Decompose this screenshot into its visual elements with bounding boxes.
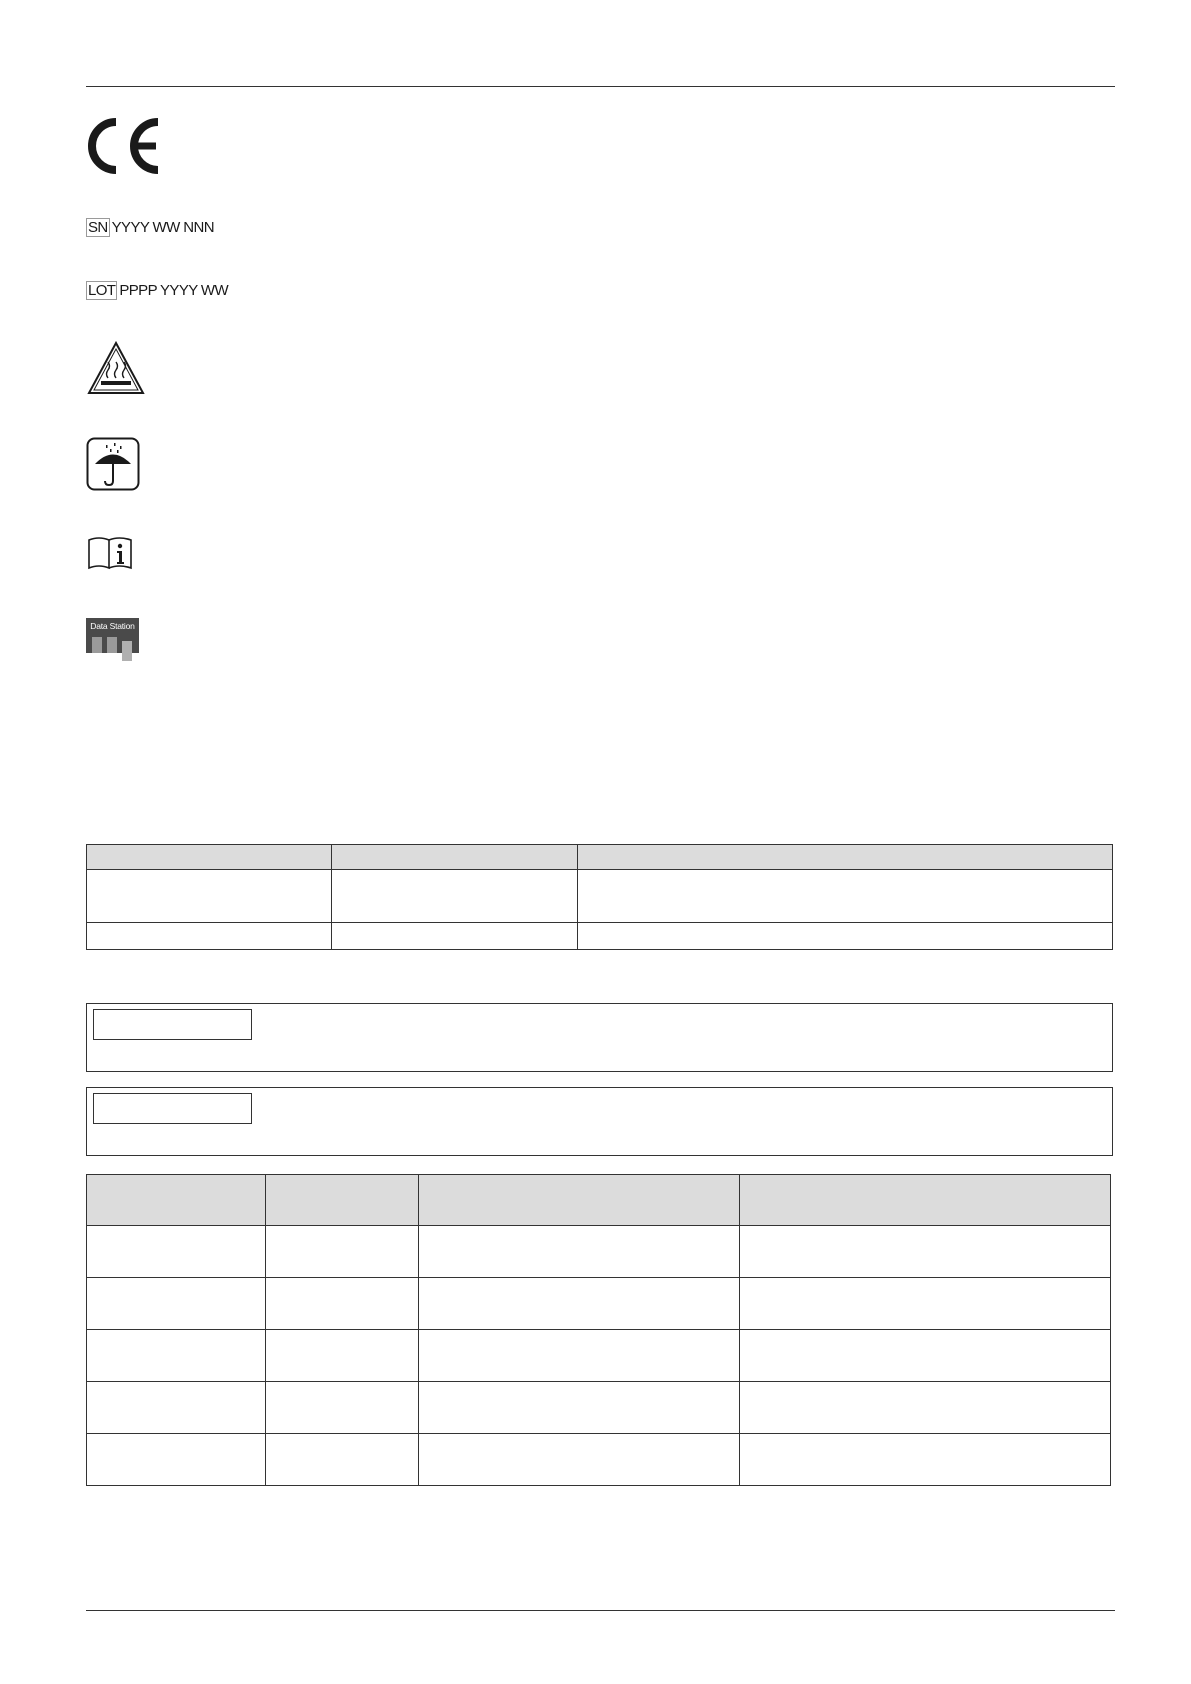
table-cell <box>332 870 578 923</box>
table-header-row <box>87 1175 1111 1226</box>
table-header-cell <box>419 1175 740 1226</box>
table-1 <box>86 844 1113 950</box>
table-row <box>87 1434 1111 1486</box>
table-cell <box>87 1434 266 1486</box>
table-header-cell <box>87 1175 266 1226</box>
table-row <box>87 1382 1111 1434</box>
lot-symbol: LOT <box>88 282 116 299</box>
table-cell <box>87 923 332 950</box>
consult-instructions-icon <box>86 535 134 571</box>
notice-box-2 <box>86 1087 1113 1156</box>
table-cell <box>419 1330 740 1382</box>
table-header-cell <box>578 845 1113 870</box>
table-cell <box>266 1226 419 1278</box>
table-header-cell <box>740 1175 1111 1226</box>
table-cell <box>87 1278 266 1330</box>
table-cell <box>740 1382 1111 1434</box>
table-cell <box>266 1330 419 1382</box>
table-cell <box>578 923 1113 950</box>
table-cell <box>419 1226 740 1278</box>
data-station-label: Data Station <box>86 618 139 634</box>
footer-rule <box>86 1610 1115 1611</box>
header-rule <box>86 86 1115 87</box>
notice-label-box <box>93 1009 252 1040</box>
sn-symbol: SN <box>88 219 108 236</box>
table-cell <box>87 870 332 923</box>
table-cell <box>740 1434 1111 1486</box>
table-row <box>87 1330 1111 1382</box>
lot-format: PPPP YYYY WW <box>119 282 229 299</box>
lot-number-label <box>86 281 228 300</box>
table-cell <box>87 1330 266 1382</box>
table-cell <box>87 1382 266 1434</box>
table-row <box>87 870 1113 923</box>
table-cell <box>740 1226 1111 1278</box>
table-header-cell <box>266 1175 419 1226</box>
table-header-cell <box>332 845 578 870</box>
table-cell <box>419 1278 740 1330</box>
sn-format: YYYY WW NNN <box>111 219 214 236</box>
table-cell <box>266 1278 419 1330</box>
keep-dry-umbrella-icon <box>86 437 140 491</box>
table-header-cell <box>87 845 332 870</box>
ce-mark-icon <box>86 116 166 176</box>
table-2 <box>86 1174 1111 1486</box>
table-cell <box>87 1226 266 1278</box>
table-row <box>87 1278 1111 1330</box>
table-row <box>87 1226 1111 1278</box>
table-row <box>87 923 1113 950</box>
notice-label-box <box>93 1093 252 1124</box>
data-station-icon <box>86 618 139 660</box>
table-cell <box>578 870 1113 923</box>
table-cell <box>419 1434 740 1486</box>
table-cell <box>419 1382 740 1434</box>
hot-surface-warning-icon <box>86 340 146 396</box>
notice-box-1 <box>86 1003 1113 1072</box>
table-cell <box>332 923 578 950</box>
table-header-row <box>87 845 1113 870</box>
serial-number-label <box>86 218 214 237</box>
table-cell <box>266 1434 419 1486</box>
table-cell <box>740 1330 1111 1382</box>
table-cell <box>740 1278 1111 1330</box>
table-cell <box>266 1382 419 1434</box>
